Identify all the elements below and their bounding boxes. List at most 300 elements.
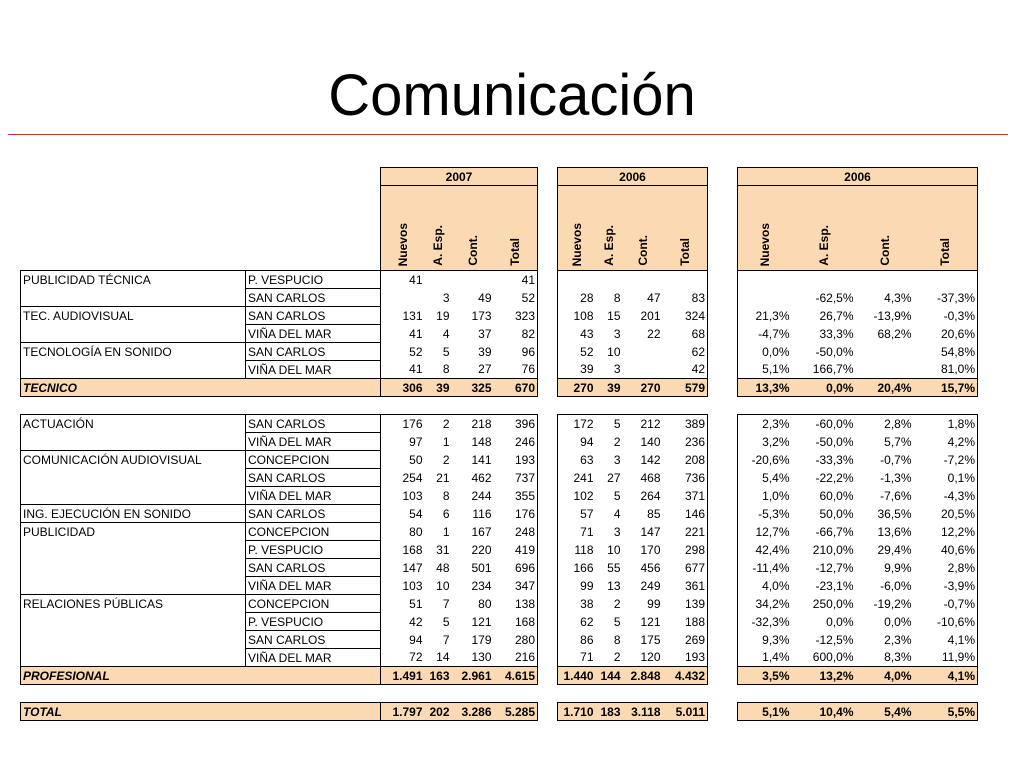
- value-cell: 419: [494, 541, 538, 559]
- value-cell: 355: [494, 487, 538, 505]
- table-row: [21, 307, 978, 325]
- value-cell: 221: [663, 523, 708, 541]
- campus-name: VIÑA DEL MAR: [246, 433, 381, 451]
- value-cell: 179: [471, 632, 492, 647]
- value-cell: -13,9%: [873, 308, 912, 323]
- value-cell: 298: [663, 541, 708, 559]
- campus-name: CONCEPCION: [246, 523, 381, 541]
- value-cell: -0,3%: [914, 307, 978, 325]
- gap-cell: [708, 595, 738, 613]
- gap-cell: [708, 186, 738, 271]
- value-cell: 144: [596, 667, 623, 685]
- value-cell: -23,1%: [815, 578, 854, 593]
- value-cell: 4.432: [663, 667, 708, 685]
- value-cell: 5,5%: [914, 703, 978, 721]
- value-cell: 10: [436, 578, 450, 593]
- spacer-row: [21, 685, 978, 703]
- value-cell: 63: [558, 451, 596, 469]
- value-cell: 139: [663, 595, 708, 613]
- career-name: [21, 631, 246, 649]
- value-cell: [623, 343, 663, 361]
- value-cell: 3: [613, 524, 621, 539]
- value-cell: [856, 343, 914, 361]
- value-cell: 86: [558, 631, 596, 649]
- value-cell: 9,3%: [738, 631, 792, 649]
- value-cell: 2: [596, 649, 623, 667]
- gap-cell: [708, 523, 738, 541]
- value-cell: 80: [478, 596, 492, 611]
- subtotal-row: [21, 379, 978, 397]
- value-cell: -6,0%: [880, 578, 912, 593]
- value-cell: 47: [647, 290, 661, 305]
- value-cell: 5.285: [494, 703, 538, 721]
- value-cell: -66,7%: [815, 524, 854, 539]
- campus-name: P. VESPUCIO: [246, 271, 381, 289]
- gap-cell: [538, 541, 558, 559]
- page-title: Comunicación: [328, 63, 696, 128]
- value-cell: 12,7%: [738, 523, 792, 541]
- value-cell: 57: [558, 505, 596, 523]
- value-cell: -0,7%: [880, 452, 912, 467]
- gap-cell: [538, 649, 558, 667]
- career-name: [21, 469, 246, 487]
- header-column-label: A. Esp.: [431, 225, 445, 266]
- value-cell: 8: [442, 488, 450, 503]
- table-row: [21, 505, 978, 523]
- value-cell: 2.961: [452, 667, 494, 685]
- value-cell: 14: [425, 649, 452, 667]
- header-column-row: [21, 186, 978, 271]
- total-label: PROFESIONAL: [21, 667, 381, 685]
- career-name: [21, 613, 246, 631]
- value-cell: 130: [452, 649, 494, 667]
- value-cell: -0,7%: [914, 595, 978, 613]
- campus-name: VIÑA DEL MAR: [246, 361, 381, 379]
- value-cell: 2,3%: [738, 415, 792, 433]
- value-cell: [738, 289, 792, 307]
- value-cell: 248: [494, 523, 538, 541]
- value-cell: 21,3%: [738, 307, 792, 325]
- value-cell: 361: [663, 577, 708, 595]
- value-cell: 456: [640, 560, 661, 575]
- value-cell: -33,3%: [815, 452, 854, 467]
- value-cell: 188: [663, 613, 708, 631]
- value-cell: 52: [558, 343, 596, 361]
- gap-cell: [708, 469, 738, 487]
- value-cell: 166: [558, 559, 596, 577]
- spacer-cell: [21, 685, 978, 703]
- value-cell: 5: [442, 614, 450, 629]
- header-column: [856, 186, 914, 271]
- header-blank: [246, 186, 381, 271]
- value-cell: 41: [494, 271, 538, 289]
- value-cell: 52: [494, 289, 538, 307]
- value-cell: 2,8%: [914, 559, 978, 577]
- value-cell: 36,5%: [877, 506, 912, 521]
- gap-cell: [708, 361, 738, 379]
- value-cell: 168: [494, 613, 538, 631]
- table-row: [21, 523, 978, 541]
- value-cell: 234: [471, 578, 492, 593]
- value-cell: 250,0%: [812, 596, 854, 611]
- value-cell: 670: [494, 379, 538, 397]
- table-row: [21, 289, 978, 307]
- value-cell: 4,1%: [914, 631, 978, 649]
- value-cell: -50,0%: [815, 434, 854, 449]
- value-cell: 94: [381, 631, 425, 649]
- value-cell: 8,3%: [856, 649, 914, 667]
- gap-cell: [708, 649, 738, 667]
- value-cell: 324: [663, 307, 708, 325]
- value-cell: 99: [647, 596, 661, 611]
- value-cell: 264: [640, 488, 661, 503]
- gap-cell: [538, 289, 558, 307]
- value-cell: 193: [494, 451, 538, 469]
- gap-cell: [538, 667, 558, 685]
- career-name: [21, 361, 246, 379]
- header-year: 2006: [738, 168, 978, 186]
- header-column: [663, 186, 708, 271]
- gap-cell: [708, 307, 738, 325]
- value-cell: 118: [558, 541, 596, 559]
- value-cell: -1,3%: [880, 470, 912, 485]
- value-cell: 12,2%: [914, 523, 978, 541]
- gap-cell: [708, 577, 738, 595]
- grand-total-row: [21, 703, 978, 721]
- campus-name: SAN CARLOS: [246, 415, 381, 433]
- value-cell: [623, 361, 663, 379]
- value-cell: 121: [640, 614, 661, 629]
- total-label: TOTAL: [21, 703, 381, 721]
- value-cell: 254: [381, 469, 425, 487]
- value-cell: 40,6%: [914, 541, 978, 559]
- gap-cell: [538, 415, 558, 433]
- value-cell: 167: [471, 524, 492, 539]
- value-cell: 0,1%: [914, 469, 978, 487]
- value-cell: 269: [663, 631, 708, 649]
- value-cell: -22,2%: [815, 470, 854, 485]
- value-cell: [914, 271, 978, 289]
- value-cell: 9,9%: [884, 560, 912, 575]
- value-cell: 15: [607, 308, 621, 323]
- header-blank: [21, 186, 246, 271]
- value-cell: 51: [381, 595, 425, 613]
- value-cell: 3: [442, 290, 450, 305]
- gap-cell: [538, 379, 558, 397]
- value-cell: 13,2%: [792, 667, 856, 685]
- header-column-label: Total: [938, 238, 953, 266]
- header-blank: [21, 168, 246, 186]
- total-label: TECNICO: [21, 379, 381, 397]
- value-cell: 1,4%: [738, 649, 792, 667]
- value-cell: 1,0%: [738, 487, 792, 505]
- header-column-label: Nuevos: [757, 222, 772, 266]
- value-cell: 246: [494, 433, 538, 451]
- value-cell: 20,4%: [856, 379, 914, 397]
- value-cell: 579: [663, 379, 708, 397]
- header-column: [792, 186, 856, 271]
- value-cell: -62,5%: [815, 290, 854, 305]
- header-column: [914, 186, 978, 271]
- value-cell: 5,1%: [738, 361, 792, 379]
- value-cell: 201: [640, 308, 661, 323]
- gap-cell: [538, 487, 558, 505]
- value-cell: 4,1%: [914, 667, 978, 685]
- value-cell: 4.615: [494, 667, 538, 685]
- value-cell: 81,0%: [914, 361, 978, 379]
- gap-cell: [538, 505, 558, 523]
- value-cell: 94: [558, 433, 596, 451]
- career-name: ACTUACIÓN: [21, 415, 246, 433]
- value-cell: [596, 271, 623, 289]
- value-cell: 11,9%: [914, 649, 978, 667]
- value-cell: 39: [558, 361, 596, 379]
- header-column-label: Nuevos: [395, 222, 410, 266]
- value-cell: 0,0%: [884, 614, 912, 629]
- value-cell: 102: [558, 487, 596, 505]
- value-cell: 696: [494, 559, 538, 577]
- gap-cell: [708, 415, 738, 433]
- header-column: [381, 186, 425, 271]
- gap-cell: [708, 271, 738, 289]
- career-name: [21, 541, 246, 559]
- value-cell: 462: [471, 470, 492, 485]
- value-cell: 210,0%: [812, 542, 854, 557]
- value-cell: 48: [436, 560, 450, 575]
- value-cell: 96: [494, 343, 538, 361]
- value-cell: 39: [478, 344, 492, 359]
- value-cell: 26,7%: [819, 308, 854, 323]
- table-row: [21, 577, 978, 595]
- value-cell: 4,3%: [884, 290, 912, 305]
- value-cell: 236: [663, 433, 708, 451]
- value-cell: 15,7%: [914, 379, 978, 397]
- value-cell: [663, 271, 708, 289]
- gap-cell: [538, 307, 558, 325]
- value-cell: 5: [442, 344, 450, 359]
- value-cell: 1.491: [381, 667, 425, 685]
- table-row: [21, 541, 978, 559]
- header-column-label: A. Esp.: [816, 225, 831, 266]
- career-name: [21, 289, 246, 307]
- career-name: [21, 577, 246, 595]
- value-cell: 2.848: [623, 667, 663, 685]
- value-cell: 4,0%: [856, 667, 914, 685]
- value-cell: -37,3%: [914, 289, 978, 307]
- value-cell: 501: [471, 560, 492, 575]
- career-name: COMUNICACIÓN AUDIOVISUAL: [21, 451, 246, 469]
- value-cell: 736: [663, 469, 708, 487]
- header-blank: [246, 168, 381, 186]
- value-cell: 131: [381, 307, 425, 325]
- value-cell: 138: [494, 595, 538, 613]
- gap-cell: [538, 361, 558, 379]
- gap-cell: [708, 541, 738, 559]
- value-cell: 97: [381, 433, 425, 451]
- value-cell: 82: [494, 325, 538, 343]
- value-cell: 166,7%: [792, 361, 856, 379]
- table-row: [21, 271, 978, 289]
- value-cell: 41: [381, 325, 425, 343]
- value-cell: 147: [640, 524, 661, 539]
- value-cell: 2: [613, 434, 621, 449]
- gap-cell: [538, 469, 558, 487]
- campus-name: VIÑA DEL MAR: [246, 325, 381, 343]
- value-cell: 216: [494, 649, 538, 667]
- value-cell: 8: [613, 290, 621, 305]
- value-cell: [856, 361, 914, 379]
- campus-name: SAN CARLOS: [246, 505, 381, 523]
- value-cell: 142: [640, 452, 661, 467]
- value-cell: 34,2%: [738, 595, 792, 613]
- value-cell: 10: [607, 542, 621, 557]
- gap-cell: [708, 433, 738, 451]
- value-cell: 5,4%: [856, 703, 914, 721]
- value-cell: 62: [558, 613, 596, 631]
- value-cell: 677: [663, 559, 708, 577]
- value-cell: 42: [381, 613, 425, 631]
- gap-cell: [708, 325, 738, 343]
- header-column-label: A. Esp.: [602, 225, 616, 266]
- gap-cell: [538, 703, 558, 721]
- gap-cell: [708, 451, 738, 469]
- table-row: [21, 415, 978, 433]
- value-cell: 396: [494, 415, 538, 433]
- header-column-label: Total: [508, 238, 523, 266]
- gap-cell: [538, 559, 558, 577]
- value-cell: 41: [381, 361, 425, 379]
- value-cell: 20,5%: [914, 505, 978, 523]
- gap-cell: [538, 631, 558, 649]
- value-cell: 325: [452, 379, 494, 397]
- value-cell: 244: [471, 488, 492, 503]
- value-cell: 103: [381, 577, 425, 595]
- header-column: [558, 186, 596, 271]
- campus-name: SAN CARLOS: [246, 343, 381, 361]
- value-cell: 83: [663, 289, 708, 307]
- value-cell: 4: [442, 326, 450, 341]
- value-cell: 4: [613, 506, 621, 521]
- value-cell: 5,1%: [738, 703, 792, 721]
- table-row: [21, 343, 978, 361]
- value-cell: 170: [640, 542, 661, 557]
- value-cell: 270: [558, 379, 596, 397]
- value-cell: 85: [647, 506, 661, 521]
- value-cell: [623, 271, 663, 289]
- table-row: [21, 559, 978, 577]
- table-row: [21, 451, 978, 469]
- gap-cell: [708, 505, 738, 523]
- value-cell: 3,2%: [738, 433, 792, 451]
- gap-cell: [708, 379, 738, 397]
- value-cell: 33,3%: [819, 326, 854, 341]
- header-column-label: Cont.: [877, 235, 892, 266]
- table-row: [21, 361, 978, 379]
- value-cell: -4,7%: [738, 325, 792, 343]
- value-cell: [792, 271, 856, 289]
- value-cell: 39: [596, 379, 623, 397]
- spacer-cell: [21, 397, 978, 415]
- value-cell: 108: [558, 307, 596, 325]
- value-cell: 19: [436, 308, 450, 323]
- spacer-row: [21, 397, 978, 415]
- gap-cell: [708, 559, 738, 577]
- value-cell: 140: [640, 434, 661, 449]
- value-cell: 1,8%: [914, 415, 978, 433]
- value-cell: 5.011: [663, 703, 708, 721]
- value-cell: 10: [607, 344, 621, 359]
- value-cell: 183: [596, 703, 623, 721]
- value-cell: 99: [558, 577, 596, 595]
- gap-cell: [538, 577, 558, 595]
- campus-name: CONCEPCION: [246, 595, 381, 613]
- value-cell: [452, 271, 494, 289]
- value-cell: 8: [613, 632, 621, 647]
- value-cell: 212: [623, 415, 663, 433]
- value-cell: 54,8%: [914, 343, 978, 361]
- career-name: PUBLICIDAD TÉCNICA: [21, 271, 246, 289]
- value-cell: 218: [452, 415, 494, 433]
- value-cell: 13: [607, 578, 621, 593]
- value-cell: 173: [471, 308, 492, 323]
- value-cell: 147: [381, 559, 425, 577]
- value-cell: 280: [494, 631, 538, 649]
- header-year: 2006: [558, 168, 708, 186]
- header-column: [738, 186, 792, 271]
- value-cell: 0,0%: [792, 379, 856, 397]
- table-row: [21, 595, 978, 613]
- header-column-label: Cont.: [635, 235, 650, 266]
- value-cell: 4,2%: [914, 433, 978, 451]
- value-cell: 28: [558, 289, 596, 307]
- career-name: [21, 649, 246, 667]
- value-cell: [738, 271, 792, 289]
- value-cell: 172: [558, 415, 596, 433]
- value-cell: 148: [471, 434, 492, 449]
- value-cell: -60,0%: [792, 415, 856, 433]
- value-cell: -11,4%: [738, 559, 792, 577]
- campus-name: SAN CARLOS: [246, 559, 381, 577]
- gap-cell: [538, 595, 558, 613]
- career-name: [21, 325, 246, 343]
- value-cell: 389: [663, 415, 708, 433]
- value-cell: 202: [425, 703, 452, 721]
- header-column: [494, 186, 538, 271]
- campus-name: SAN CARLOS: [246, 307, 381, 325]
- value-cell: 27: [607, 470, 621, 485]
- value-cell: 76: [494, 361, 538, 379]
- value-cell: 2: [613, 596, 621, 611]
- value-cell: 3.118: [623, 703, 663, 721]
- value-cell: [856, 271, 914, 289]
- value-cell: 10,4%: [792, 703, 856, 721]
- value-cell: 347: [494, 577, 538, 595]
- value-cell: 1.797: [381, 703, 425, 721]
- value-cell: 193: [663, 649, 708, 667]
- header-column: [425, 186, 452, 271]
- career-name: [21, 487, 246, 505]
- value-cell: 220: [471, 542, 492, 557]
- value-cell: -7,2%: [914, 451, 978, 469]
- value-cell: 49: [478, 290, 492, 305]
- value-cell: 146: [663, 505, 708, 523]
- gap-cell: [708, 703, 738, 721]
- value-cell: -5,3%: [738, 505, 792, 523]
- value-cell: 13,3%: [738, 379, 792, 397]
- gap-cell: [538, 325, 558, 343]
- gap-cell: [538, 613, 558, 631]
- value-cell: -3,9%: [914, 577, 978, 595]
